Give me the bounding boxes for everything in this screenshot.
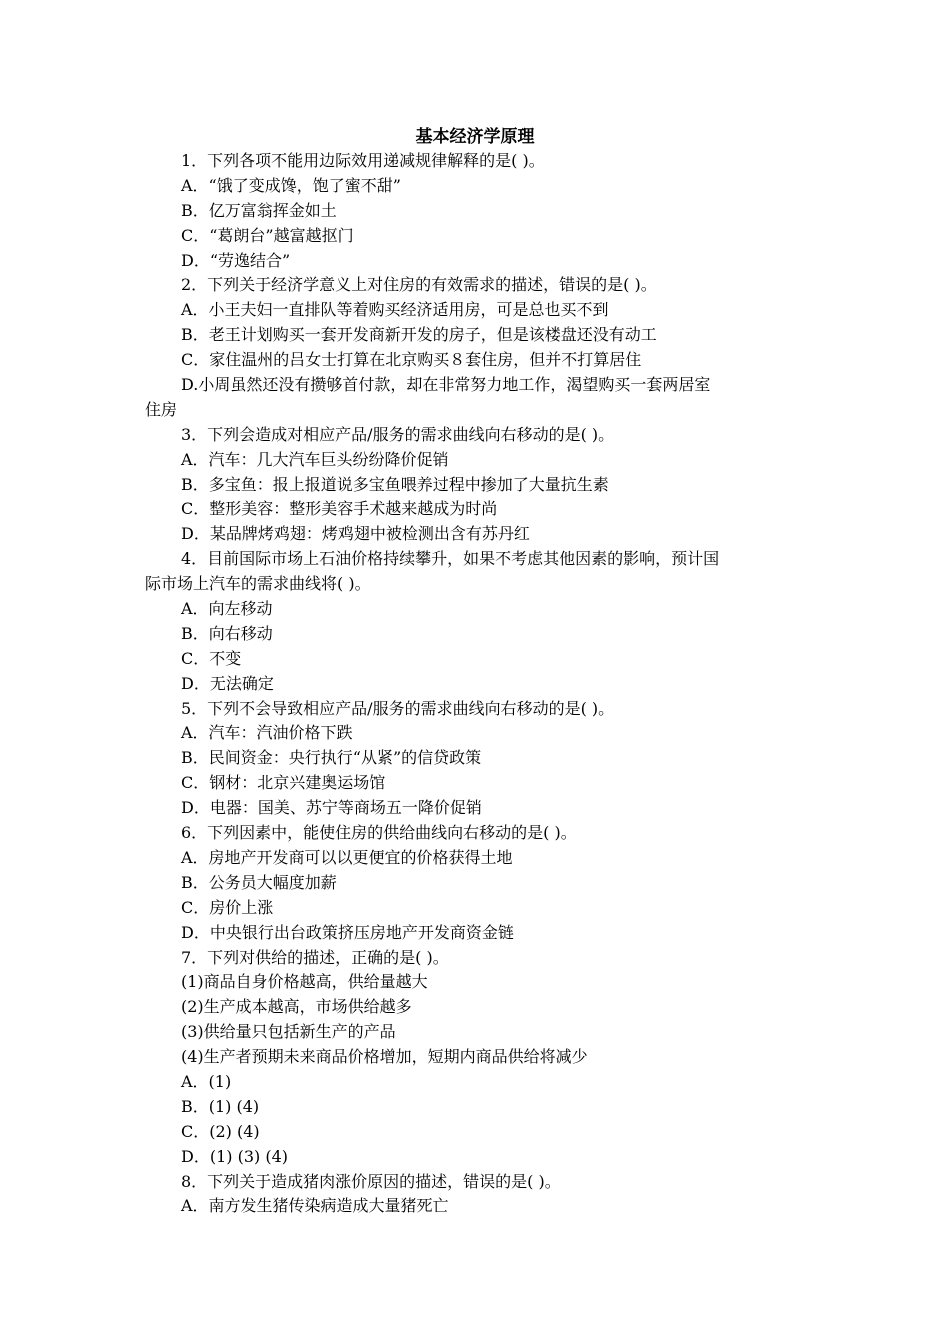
answer-option: D．(1) (3) (4) [181,1146,288,1166]
answer-option: A．“饿了变成馋，饱了蜜不甜” [181,175,401,195]
answer-option: (2)生产成本越高，市场供给越多 [181,997,412,1017]
answer-option: D．电器：国美、苏宁等商场五一降价促销 [181,798,482,818]
question-stem: 3．下列会造成对相应产品/服务的需求曲线向右移动的是( )。 [181,424,615,444]
question-stem: 2．下列关于经济学意义上对住房的有效需求的描述，错误的是( )。 [181,275,657,295]
answer-option: C．家住温州的吕女士打算在北京购买８套住房，但并不打算居住 [181,350,642,370]
answer-option: D.小周虽然还没有攒够首付款，却在非常努力地工作，渴望购买一套两居室 [181,375,711,395]
answer-option: B．向右移动 [181,623,273,643]
question-stem: 5．下列不会导致相应产品/服务的需求曲线向右移动的是( )。 [181,698,615,718]
answer-option: A．向左移动 [181,599,273,619]
answer-option: A．汽车：几大汽车巨头纷纷降价促销 [181,449,449,469]
answer-option: D．某品牌烤鸡翅：烤鸡翅中被检测出含有苏丹红 [181,524,530,544]
question-stem: 6．下列因素中，能使住房的供给曲线向右移动的是( )。 [181,823,577,843]
answer-option: D．中央银行出台政策挤压房地产开发商资金链 [181,922,514,942]
answer-option: (4)生产者预期未来商品价格增加，短期内商品供给将减少 [181,1047,588,1067]
answer-option: A．房地产开发商可以以更便宜的价格获得土地 [181,847,513,867]
answer-option: C．房价上涨 [181,897,274,917]
continuation-line: 际市场上汽车的需求曲线将( )。 [145,574,371,594]
document-body [145,149,810,1219]
answer-option: B．老王计划购买一套开发商新开发的房子，但是该楼盘还没有动工 [181,325,657,345]
answer-option: C．“葛朗台”越富越抠门 [181,225,354,245]
answer-option: (1)商品自身价格越高，供给量越大 [181,972,428,992]
question-stem: 1．下列各项不能用边际效用递减规律解释的是( )。 [181,151,545,170]
question-stem: 4．目前国际市场上石油价格持续攀升，如果不考虑其他因素的影响，预计国 [181,549,720,569]
answer-option: A．汽车：汽油价格下跌 [181,723,353,743]
answer-option: D．无法确定 [181,673,274,693]
continuation-line: 住房 [145,399,178,419]
answer-option: B．(1) (4) [181,1096,260,1116]
answer-option: D．“劳逸结合” [181,250,291,270]
question-stem: 7．下列对供给的描述，正确的是( )。 [181,947,449,967]
document-title: 基本经济学原理 [415,127,535,147]
answer-option: A．南方发生猪传染病造成大量猪死亡 [181,1196,449,1216]
answer-option: (3)供给量只包括新生产的产品 [181,1022,396,1042]
answer-option: C．不变 [181,648,242,668]
answer-option: B．多宝鱼：报上报道说多宝鱼喂养过程中掺加了大量抗生素 [181,474,609,494]
answer-option: A．小王夫妇一直排队等着购买经济适用房，可是总也买不到 [181,300,609,320]
answer-option: A．(1) [181,1071,232,1091]
question-stem: 8．下列关于造成猪肉涨价原因的描述，错误的是( )。 [181,1171,561,1191]
answer-option: B．民间资金：央行执行“从紧”的信贷政策 [181,748,482,768]
answer-option: B．亿万富翁挥金如土 [181,200,337,220]
answer-option: C．钢材：北京兴建奥运场馆 [181,773,386,793]
answer-option: C．(2) (4) [181,1121,260,1141]
answer-option: C．整形美容：整形美容手术越来越成为时尚 [181,499,498,519]
answer-option: B．公务员大幅度加薪 [181,872,337,892]
